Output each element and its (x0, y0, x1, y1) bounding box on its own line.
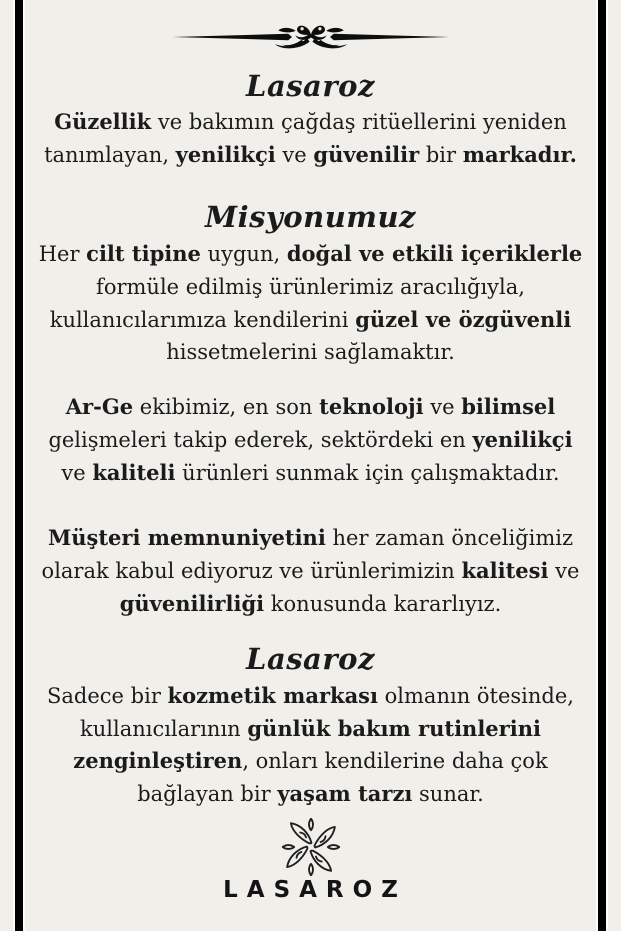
brand-title-secondary: Lasaroz (246, 641, 375, 676)
document-body (25, 0, 596, 903)
swan-flourish-divider-icon (166, 18, 456, 56)
intro-paragraph: Güzellik ve bakımın çağdaş ritüellerini yeniden tanımlayan, yenilikçi ve güvenilir bir markadır. (44, 109, 577, 167)
brand-title: Lasaroz (246, 69, 375, 103)
rnd-paragraph: Ar-Ge ekibimiz, en son teknoloji ve bilimsel gelişmeleri takip ederek, sektördeki en yenilikçi ve kaliteli ürünleri sunmak için çalışmaktadır. (48, 394, 573, 485)
right-frame-bar (596, 0, 608, 931)
floral-emblem-icon (280, 818, 342, 876)
customer-paragraph: Müşteri memnuniyetini her zaman önceliğimiz olarak kabul ediyoruz ve ürünlerimizin kalitesi ve güvenilirliği konusunda kararlıyız. (41, 525, 580, 616)
left-frame-bar (13, 0, 25, 931)
brand-wordmark: LASAROZ (223, 876, 407, 903)
brand-paragraph: Sadece bir kozmetik markası olmanın ötesinde, kullanıcılarının günlük bakım rutinlerini zenginleştiren, onları kendilerine daha çok bağlayan bir yaşam tarzı sunar. (47, 682, 574, 806)
mission-paragraph: Her cilt tipine uygun, doğal ve etkili içeriklerle formüle edilmiş ürünlerimiz aracılığıyla, kullanıcılarımıza kendilerini güzel ve özgüvenli hissetmelerini sağlamaktır. (38, 241, 583, 365)
mission-title: Misyonumuz (204, 199, 417, 234)
